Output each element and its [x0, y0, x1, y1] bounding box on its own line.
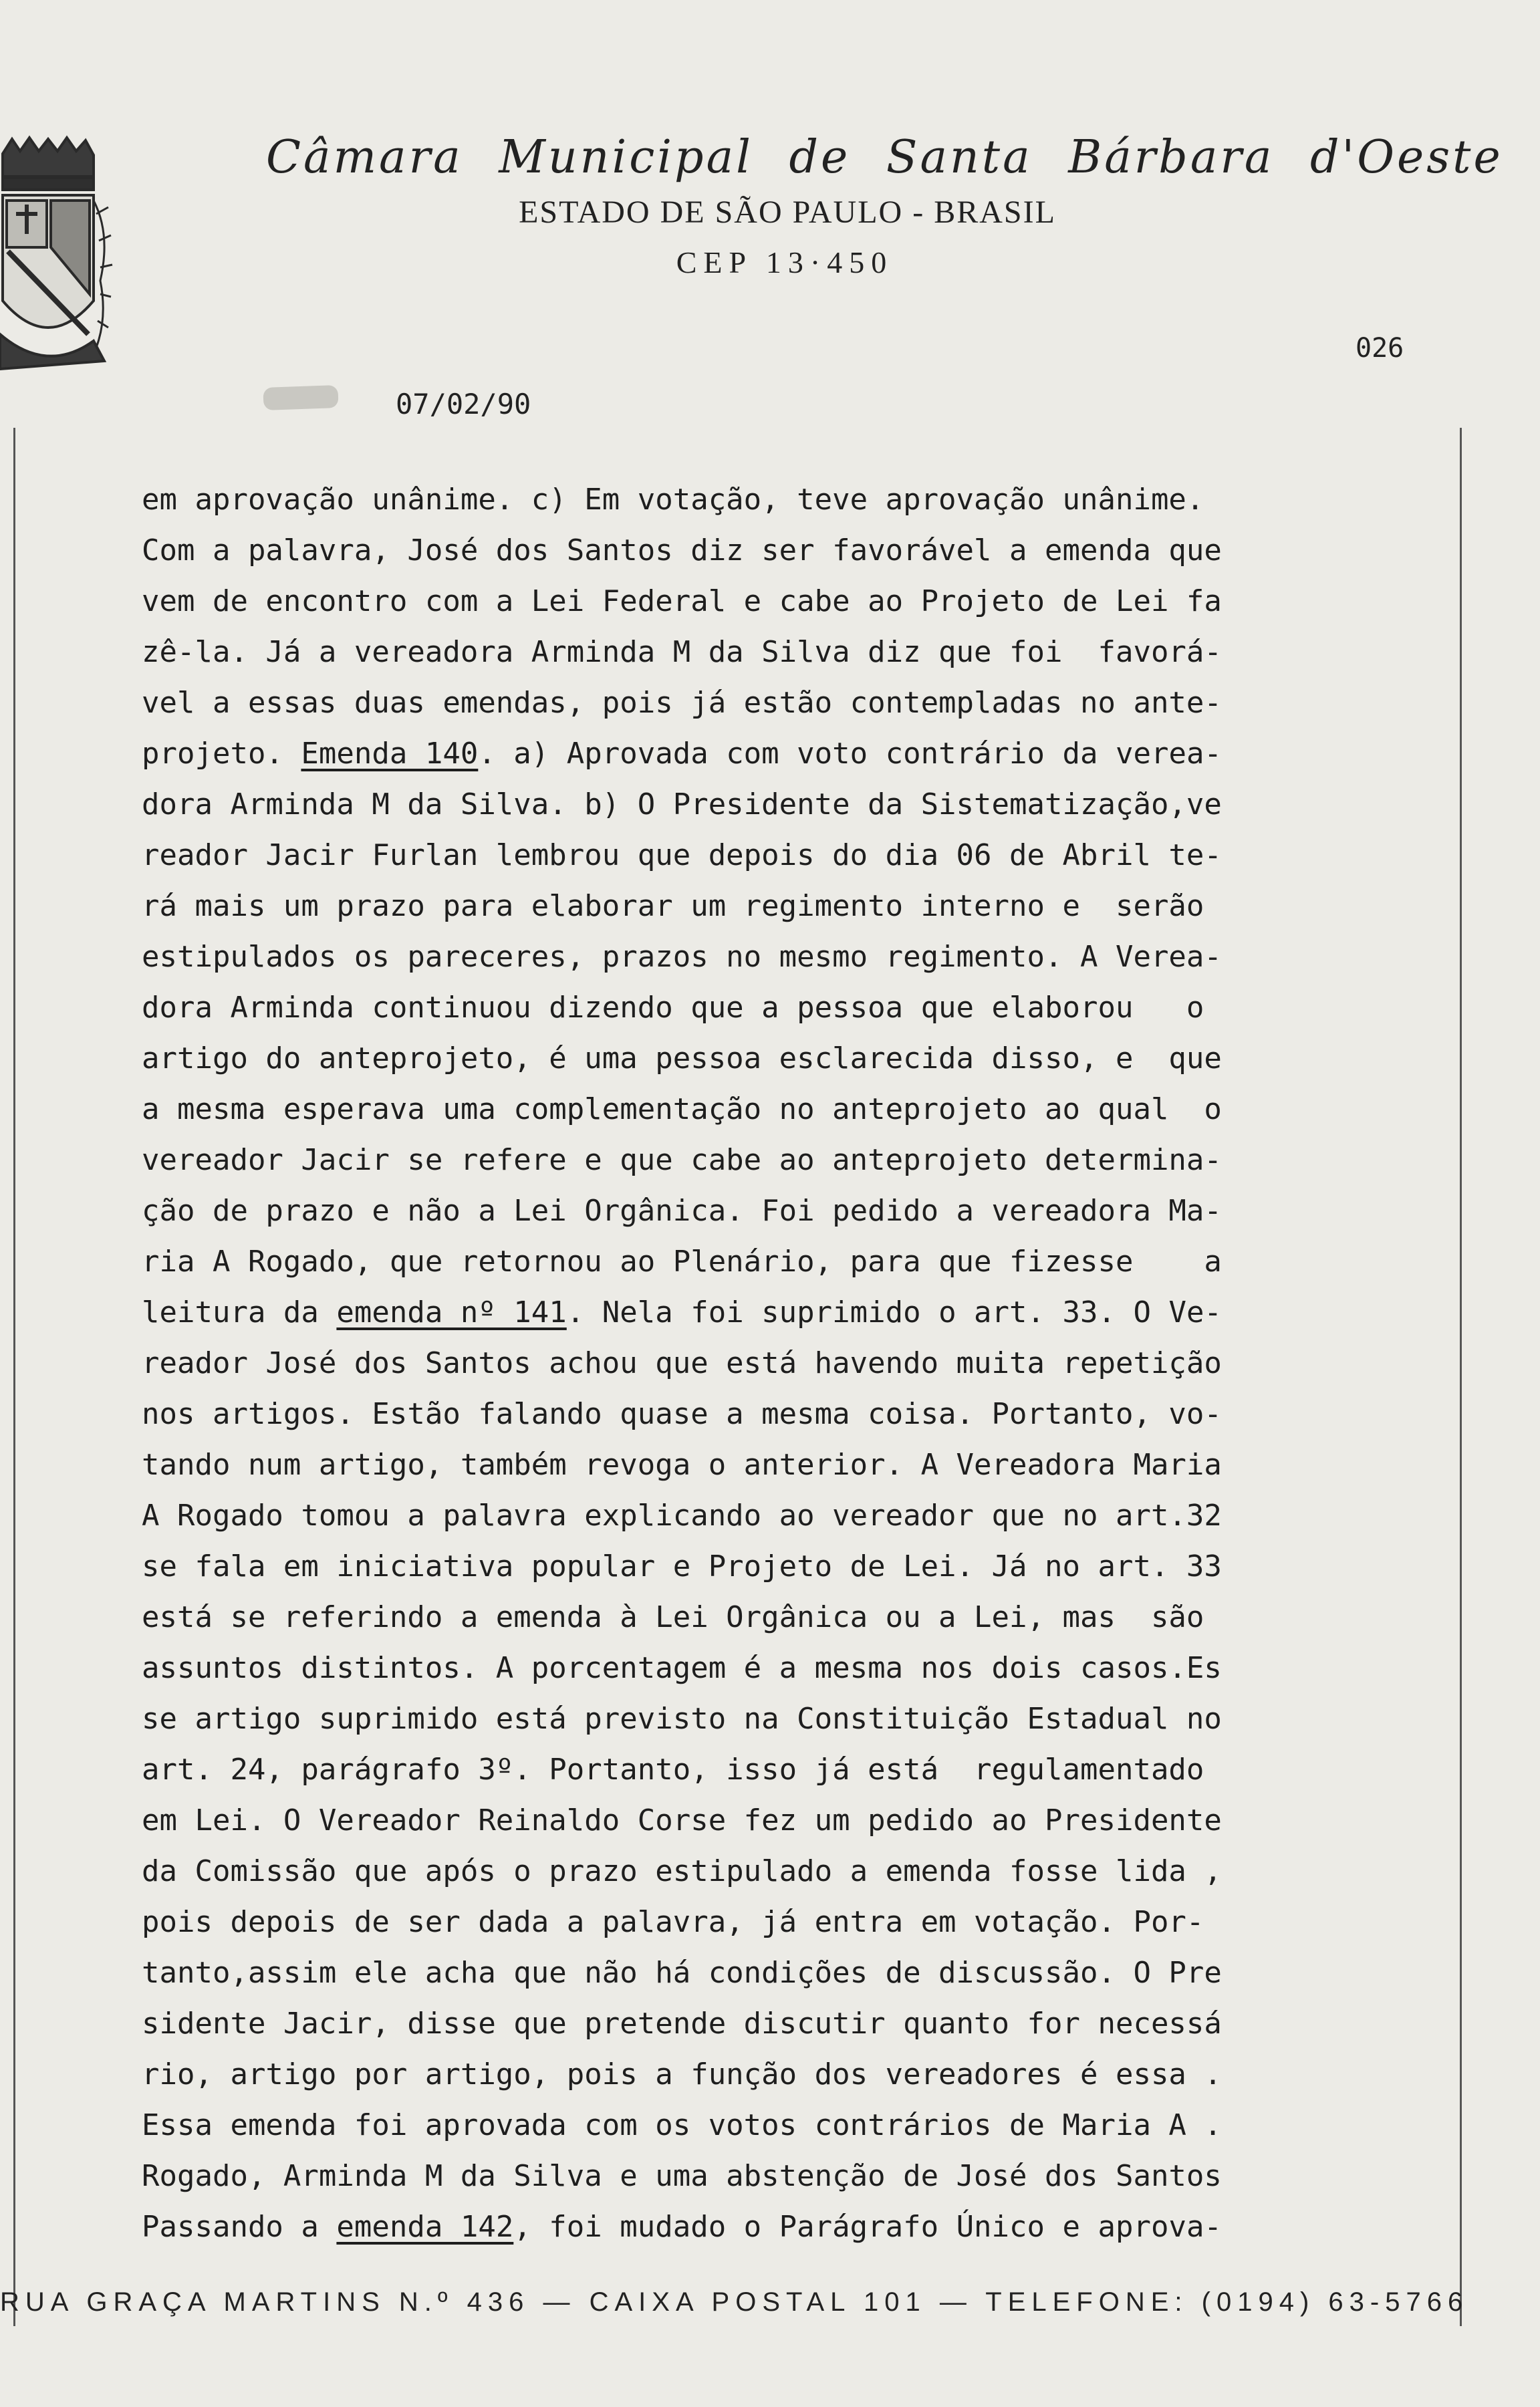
- text-line: ria A Rogado, que retornou ao Plenário, para que fizesse a: [142, 1245, 1222, 1279]
- text-line: A Rogado tomou a palavra explicando ao vereador que no art.32: [142, 1499, 1222, 1533]
- text-line: vereador Jacir se refere e que cabe ao anteprojeto determina-: [142, 1143, 1222, 1177]
- text-line: da Comissão que após o prazo estipulado a emenda fosse lida ,: [142, 1854, 1222, 1888]
- text-line: em aprovação unânime. c) Em votação, teve aprovação unânime.: [142, 483, 1204, 517]
- text-line: ção de prazo e não a Lei Orgânica. Foi pedido a vereadora Ma-: [142, 1194, 1222, 1228]
- text-line: Passando a emenda 142, foi mudado o Parágrafo Único e aprova-: [142, 2210, 1222, 2244]
- text-line: a mesma esperava uma complementação no anteprojeto ao qual o: [142, 1092, 1222, 1126]
- text-line: reador José dos Santos achou que está havendo muita repetição: [142, 1346, 1222, 1380]
- text-line: nos artigos. Estão falando quase a mesma coisa. Portanto, vo-: [142, 1397, 1222, 1431]
- ink-smudge: [263, 385, 338, 410]
- text-line: tanto,assim ele acha que não há condições de discussão. O Pre: [142, 1956, 1222, 1990]
- text-line: estipulados os pareceres, prazos no mesmo regimento. A Verea-: [142, 940, 1222, 974]
- text-line: está se referindo a emenda à Lei Orgânica ou a Lei, mas são: [142, 1600, 1204, 1634]
- letterhead-footer: RUA GRAÇA MARTINS N.º 436 — CAIXA POSTAL 101 — TELEFONE: (0194) 63-5766: [0, 2287, 1469, 2317]
- text-line: assuntos distintos. A porcentagem é a mesma nos dois casos.Es: [142, 1651, 1222, 1685]
- state-line: ESTADO DE SÃO PAULO - BRASIL: [519, 195, 1056, 230]
- text-line: se fala em iniciativa popular e Projeto de Lei. Já no art. 33: [142, 1549, 1222, 1583]
- text-line: rio, artigo por artigo, pois a função dos vereadores é essa .: [142, 2057, 1222, 2092]
- text-line: Com a palavra, José dos Santos diz ser favorável a emenda que: [142, 533, 1222, 567]
- text-line: vel a essas duas emendas, pois já estão contempladas no ante-: [142, 686, 1222, 720]
- text-line: pois depois de ser dada a palavra, já entra em votação. Por-: [142, 1905, 1204, 1939]
- text-line: em Lei. O Vereador Reinaldo Corse fez um pedido ao Presidente: [142, 1803, 1222, 1838]
- text-line: vem de encontro com a Lei Federal e cabe ao Projeto de Lei fa: [142, 584, 1222, 618]
- text-line: projeto. Emenda 140. a) Aprovada com voto contrário da verea-: [142, 737, 1222, 771]
- text-line: Essa emenda foi aprovada com os votos contrários de Maria A .: [142, 2108, 1222, 2142]
- text-line: Rogado, Arminda M da Silva e uma abstenção de José dos Santos: [142, 2159, 1222, 2193]
- minutes-text: [142, 475, 1398, 2253]
- text-line: se artigo suprimido está previsto na Constituição Estadual no: [142, 1702, 1222, 1736]
- text-line: tando num artigo, também revoga o anterior. A Vereadora Maria: [142, 1448, 1222, 1482]
- text-line: sidente Jacir, disse que pretende discutir quanto for necessá: [142, 2007, 1222, 2041]
- page-number: 026: [1356, 333, 1404, 364]
- right-margin-line: [1460, 428, 1462, 2326]
- text-line: artigo do anteprojeto, é uma pessoa esclarecida disso, e que: [142, 1041, 1222, 1075]
- text-line: dora Arminda continuou dizendo que a pessoa que elaborou o: [142, 991, 1204, 1025]
- council-name: Câmara Municipal de Santa Bárbara d'Oeste: [266, 131, 1503, 184]
- text-line: art. 24, parágrafo 3º. Portanto, isso já está regulamentado: [142, 1753, 1204, 1787]
- document-date: 07/02/90: [396, 388, 531, 420]
- text-line: reador Jacir Furlan lembrou que depois do dia 06 de Abril te-: [142, 838, 1222, 872]
- postal-code: CEP 13·450: [676, 245, 894, 279]
- text-line: dora Arminda M da Silva. b) O Presidente da Sistematização,ve: [142, 787, 1222, 821]
- text-line: rá mais um prazo para elaborar um regimento interno e serão: [142, 889, 1204, 923]
- text-line: leitura da emenda nº 141. Nela foi suprimido o art. 33. O Ve-: [142, 1295, 1222, 1329]
- left-margin-line: [13, 428, 15, 2326]
- text-line: zê-la. Já a vereadora Arminda M da Silva diz que foi favorá-: [142, 635, 1222, 669]
